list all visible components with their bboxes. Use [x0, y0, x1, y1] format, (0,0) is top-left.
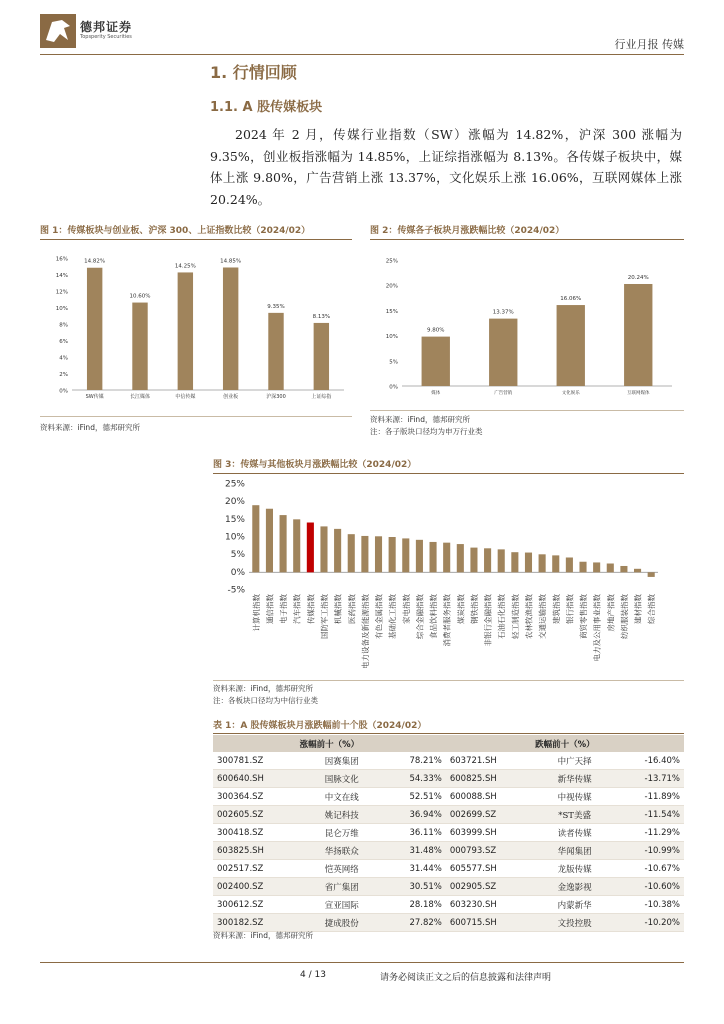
figure3-rule: [213, 473, 684, 474]
loser-code: 605577.SH: [446, 860, 539, 878]
section-title: 1. 行情回顾: [210, 63, 297, 82]
y-tick-label: 15%: [385, 308, 398, 315]
loser-code: 002699.SZ: [446, 806, 539, 824]
figure2-title: 图 2：传媒各子板块月涨跌幅比较（2024/02）: [370, 226, 565, 236]
company-logo: [40, 14, 76, 48]
table1-source: 资料来源：iFind，德邦研究所: [213, 931, 313, 940]
loser-code: 603999.SH: [446, 824, 539, 842]
figure2-rule: [370, 239, 684, 240]
data-label: 14.25%: [174, 263, 196, 270]
x-tick-label: 综合指数: [647, 594, 657, 624]
table-row: [213, 752, 684, 770]
top-movers-table: [213, 735, 684, 932]
bar: [361, 536, 368, 572]
y-tick-label: 16%: [55, 256, 68, 263]
table-row: [213, 896, 684, 914]
x-tick-label: 上证综指: [311, 394, 332, 400]
bar: [566, 557, 573, 572]
figure3-source: 资料来源：iFind，德邦研究所: [213, 684, 313, 693]
loser-name: 读者传媒: [539, 824, 610, 842]
x-tick-label: 互联网媒体: [627, 391, 650, 396]
loser-pct: -10.67%: [610, 860, 684, 878]
x-tick-label: 国防军工指数: [319, 594, 329, 639]
data-label: 9.35%: [267, 303, 285, 310]
y-tick-label: 0%: [389, 384, 398, 391]
gainer-pct: 54.33%: [377, 770, 446, 788]
gainer-name: 中文在线: [306, 788, 377, 806]
gainer-code: 603825.SH: [213, 842, 306, 860]
bar: [268, 313, 283, 390]
loser-code: 603721.SH: [446, 752, 539, 770]
x-tick-label: 创业板: [223, 394, 239, 400]
bar: [511, 552, 518, 572]
loser-name: 新华传媒: [539, 770, 610, 788]
logo-text-en: Topsperity Securities: [80, 34, 132, 40]
gainer-pct: 30.51%: [377, 878, 446, 896]
x-tick-label: 轻工制造指数: [510, 594, 520, 639]
x-tick-label: 建材指数: [633, 594, 643, 624]
x-tick-label: 通信指数: [265, 594, 275, 624]
x-tick-label: 钢铁指数: [469, 594, 479, 624]
bar: [557, 305, 585, 386]
bar: [348, 534, 355, 572]
gainer-name: 华扬联众: [306, 842, 377, 860]
bar: [223, 267, 238, 390]
bar: [489, 319, 517, 386]
x-tick-label: 银行指数: [565, 594, 575, 624]
table-row: [213, 878, 684, 896]
loser-code: 600715.SH: [446, 914, 539, 932]
loser-code: 600088.SH: [446, 788, 539, 806]
loser-pct: -11.89%: [610, 788, 684, 806]
bar: [593, 562, 600, 572]
bar: [334, 529, 341, 572]
x-tick-label: 家电指数: [401, 594, 411, 624]
table-row: [213, 788, 684, 806]
bar: [552, 555, 559, 572]
figure2-note: 注：各子版块口径均为申万行业类: [370, 427, 483, 436]
data-label: 14.82%: [84, 258, 106, 265]
x-tick-label: 建筑指数: [551, 594, 561, 624]
x-tick-label: 石油石化指数: [497, 594, 507, 639]
gainer-name: 姚记科技: [306, 806, 377, 824]
y-tick-label: 25%: [224, 479, 245, 490]
loser-pct: -10.20%: [610, 914, 684, 932]
subsection-title: 1.1. A 股传媒板块: [210, 100, 323, 115]
x-tick-label: 消费者服务指数: [442, 594, 452, 647]
loser-name: 文投控股: [539, 914, 610, 932]
x-tick-label: 商贸零售指数: [579, 594, 589, 639]
bar: [430, 542, 437, 572]
bar: [402, 538, 409, 572]
loser-code: 002905.SZ: [446, 878, 539, 896]
gainer-code: 300182.SZ: [213, 914, 306, 932]
x-tick-label: 医药指数: [347, 594, 357, 624]
y-tick-label: 10%: [224, 532, 245, 543]
figure3-bottom-rule: [213, 680, 684, 681]
bar: [624, 284, 652, 386]
table-row: [213, 842, 684, 860]
x-tick-label: 电子指数: [279, 594, 289, 624]
figure2-source: 资料来源：iFind，德邦研究所: [370, 415, 470, 424]
gainer-name: 昆仑万维: [306, 824, 377, 842]
loser-name: 龙版传媒: [539, 860, 610, 878]
x-tick-label: 基础化工指数: [388, 594, 398, 639]
loser-pct: -10.99%: [610, 842, 684, 860]
y-tick-label: 4%: [59, 355, 68, 362]
loser-name: *ST美盛: [539, 806, 610, 824]
x-tick-label: 文化娱乐: [561, 391, 580, 396]
gainer-pct: 27.82%: [377, 914, 446, 932]
figure1-bottom-rule: [40, 416, 352, 417]
y-tick-label: 20%: [224, 497, 245, 508]
loser-name: 中广天择: [539, 752, 610, 770]
loser-code: 603230.SH: [446, 896, 539, 914]
table-row: [213, 824, 684, 842]
gainer-name: 国脉文化: [306, 770, 377, 788]
x-tick-label: 广告营销: [494, 391, 513, 396]
x-tick-label: 长江媒体: [129, 394, 151, 400]
bar: [389, 537, 396, 572]
y-tick-label: 0%: [230, 567, 245, 578]
gainer-pct: 36.11%: [377, 824, 446, 842]
y-tick-label: 10%: [55, 306, 68, 312]
bar: [252, 505, 259, 572]
bar: [293, 519, 300, 572]
bar: [422, 337, 450, 386]
x-tick-label: 机械指数: [333, 594, 343, 624]
bar: [87, 268, 102, 390]
gainer-code: 002400.SZ: [213, 878, 306, 896]
loser-pct: -16.40%: [610, 752, 684, 770]
data-label: 14.85%: [220, 258, 242, 265]
x-tick-label: 传媒指数: [306, 594, 316, 624]
bar: [620, 566, 627, 572]
bar: [178, 272, 193, 390]
bar: [132, 303, 147, 390]
y-tick-label: 5%: [389, 359, 398, 366]
y-tick-label: 2%: [59, 372, 68, 378]
y-tick-label: 15%: [224, 514, 245, 525]
bar: [607, 564, 614, 573]
loser-name: 中视传媒: [539, 788, 610, 806]
x-tick-label: 电力设备及新能源指数: [360, 594, 370, 669]
bar: [579, 562, 586, 573]
y-tick-label: 6%: [59, 339, 68, 345]
data-label: 16.06%: [560, 296, 582, 303]
bar: [375, 536, 382, 572]
x-tick-label: 非银行金融指数: [483, 594, 493, 647]
footer-divider: [40, 962, 684, 963]
table1-title: 表 1：A 股传媒板块月涨跌幅前十个股（2024/02）: [213, 721, 427, 731]
x-tick-label: 煤炭指数: [456, 594, 466, 624]
gainer-name: 恺英网络: [306, 860, 377, 878]
data-label: 10.60%: [129, 293, 151, 300]
bar: [307, 523, 314, 573]
page-number: 4 / 13: [300, 970, 326, 980]
figure3-chart: [213, 476, 684, 678]
x-tick-label: 交通运输指数: [538, 594, 548, 639]
loser-pct: -10.38%: [610, 896, 684, 914]
x-tick-label: 电力及公用事业指数: [592, 594, 602, 662]
loser-name: 华闻集团: [539, 842, 610, 860]
y-tick-label: 10%: [385, 334, 398, 341]
x-tick-label: 综合金融指数: [415, 594, 425, 639]
figure3-title: 图 3：传媒与其他板块月涨跌幅比较（2024/02）: [213, 460, 417, 470]
x-tick-label: 中信传媒: [175, 394, 196, 400]
figure3-note: 注：各板块口径均为中信行业类: [213, 696, 318, 705]
figure1-chart: [40, 244, 352, 414]
bar: [314, 323, 329, 390]
bar: [280, 515, 287, 572]
x-tick-label: 农林牧渔指数: [524, 594, 534, 639]
bar: [525, 553, 532, 573]
intro-paragraph: 2024 年 2 月，传媒行业指数（SW）涨幅为 14.82%，沪深 300 涨幅为 9.35%，创业板指涨幅为 14.85%，上证综指涨幅为 8.13%。各传媒子板块中，媒体上涨 9.80%，广告营销上涨 13.37%，文化娱乐上涨 16.06%，互联网媒体上涨 20.24%。: [210, 127, 682, 207]
x-tick-label: 计算机指数: [251, 594, 261, 632]
gainer-pct: 52.51%: [377, 788, 446, 806]
y-tick-label: 0%: [59, 388, 68, 395]
header-divider: [40, 54, 684, 55]
gainer-code: 002517.SZ: [213, 860, 306, 878]
x-tick-label: 食品饮料指数: [429, 594, 439, 639]
x-tick-label: 汽车指数: [292, 594, 302, 624]
gainer-pct: 31.48%: [377, 842, 446, 860]
loser-code: 000793.SZ: [446, 842, 539, 860]
y-tick-label: 20%: [385, 283, 398, 290]
gainer-pct: 28.18%: [377, 896, 446, 914]
data-label: 9.80%: [427, 327, 445, 334]
bar: [266, 509, 273, 573]
gainer-pct: 78.21%: [377, 752, 446, 770]
figure1-source: 资料来源：iFind，德邦研究所: [40, 423, 140, 432]
data-label: 20.24%: [627, 274, 649, 281]
loser-name: 内蒙新华: [539, 896, 610, 914]
gainer-name: 宣亚国际: [306, 896, 377, 914]
y-tick-label: 25%: [385, 258, 398, 265]
gainer-name: 捷成股份: [306, 914, 377, 932]
gainer-code: 300781.SZ: [213, 752, 306, 770]
bar: [320, 526, 327, 572]
gainer-code: 002605.SZ: [213, 806, 306, 824]
bar: [484, 548, 491, 572]
logo-text-cn: 德邦证券: [80, 20, 133, 34]
y-tick-label: 14%: [55, 273, 68, 279]
bar: [457, 544, 464, 572]
data-label: 13.37%: [492, 309, 514, 316]
x-tick-label: 房地产指数: [606, 594, 616, 632]
losers-header: 跌幅前十（%）: [446, 735, 684, 752]
loser-pct: -13.71%: [610, 770, 684, 788]
x-tick-label: SW传媒: [85, 394, 104, 400]
x-tick-label: 纺织服装指数: [619, 594, 629, 639]
gainers-header: 涨幅前十（%）: [213, 735, 446, 752]
bar: [470, 548, 477, 573]
bar: [539, 554, 546, 572]
loser-pct: -11.29%: [610, 824, 684, 842]
table-row: [213, 860, 684, 878]
y-tick-label: 5%: [230, 550, 245, 561]
figure2-bottom-rule: [370, 410, 684, 411]
x-tick-label: 有色金属指数: [374, 594, 384, 639]
gainer-pct: 36.94%: [377, 806, 446, 824]
gainer-name: 因赛集团: [306, 752, 377, 770]
table1-rule: [213, 733, 684, 734]
loser-code: 600825.SH: [446, 770, 539, 788]
y-tick-label: 8%: [59, 322, 68, 329]
gainer-pct: 31.44%: [377, 860, 446, 878]
table-row: [213, 914, 684, 932]
loser-pct: -11.54%: [610, 806, 684, 824]
data-label: 8.13%: [312, 313, 331, 320]
gainer-name: 省广集团: [306, 878, 377, 896]
figure1-title: 图 1：传媒板块与创业板、沪深 300、上证指数比较（2024/02）: [40, 226, 311, 236]
loser-name: 金逸影视: [539, 878, 610, 896]
bar: [648, 572, 655, 577]
x-tick-label: 沪深300: [266, 394, 286, 400]
table-row: [213, 770, 684, 788]
x-tick-label: 媒体: [431, 391, 441, 396]
bar: [416, 540, 423, 573]
bar: [498, 549, 505, 572]
gainer-code: 300418.SZ: [213, 824, 306, 842]
y-tick-label: 12%: [55, 289, 68, 296]
figure1-rule: [40, 239, 352, 240]
bar: [634, 569, 641, 573]
y-tick-label: -5%: [227, 585, 245, 596]
report-type: 行业月报 传媒: [614, 38, 684, 51]
figure2-chart: [370, 244, 684, 406]
gainer-code: 600640.SH: [213, 770, 306, 788]
gainer-code: 300364.SZ: [213, 788, 306, 806]
legal-disclaimer: 请务必阅读正文之后的信息披露和法律声明: [380, 973, 552, 983]
bar: [443, 543, 450, 573]
table-row: [213, 806, 684, 824]
gainer-code: 300612.SZ: [213, 896, 306, 914]
loser-pct: -10.60%: [610, 878, 684, 896]
